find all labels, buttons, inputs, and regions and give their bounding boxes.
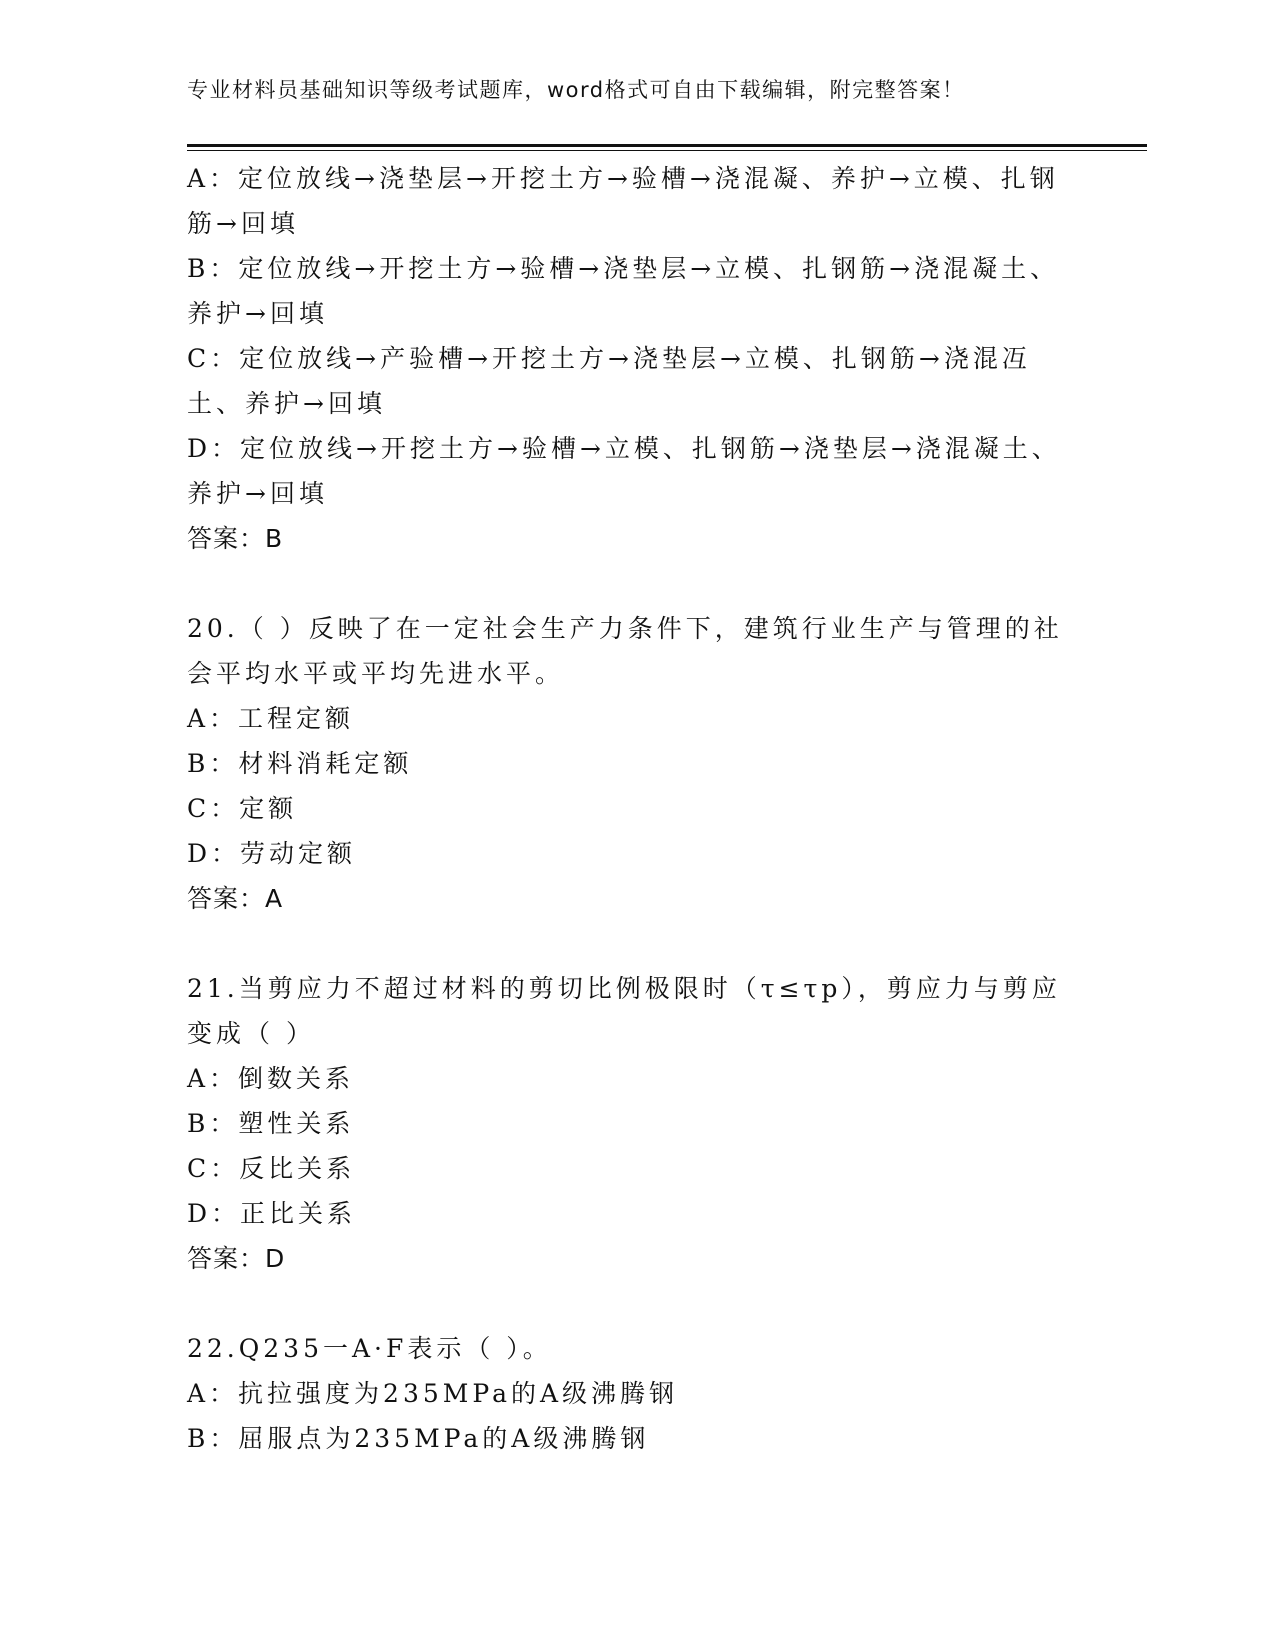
option-b: B：塑性关系 <box>187 1109 355 1138</box>
option-b: B：材料消耗定额 <box>187 749 413 778</box>
option-b: B：屈服点为235MPa的A级沸腾钢 <box>187 1424 650 1453</box>
spacer <box>187 921 1087 966</box>
option-d: D：正比关系 <box>187 1199 357 1228</box>
option-c: C：反比关系 <box>187 1154 356 1183</box>
answer: 答案：D <box>187 1244 286 1273</box>
option-b: B：定位放线→开挖土方→验槽→浇垫层→立模、扎钢筋→浇混凝土、养护→回填 <box>187 254 1060 328</box>
question-stem: 21.当剪应力不超过材料的剪切比例极限时（τ≤τp），剪应力与剪应变成（ ） <box>187 974 1061 1048</box>
answer: 答案：B <box>187 524 284 553</box>
question-list <box>187 156 1087 1461</box>
header-rule-thick <box>187 144 1147 147</box>
answer: 答案：A <box>187 884 284 913</box>
question-22 <box>187 1326 1087 1461</box>
page-header: 专业材料员基础知识等级考试题库，word格式可自由下载编辑，附完整答案！ <box>187 78 965 102</box>
question-19 <box>187 156 1087 561</box>
option-d: D：定位放线→开挖土方→验槽→立模、扎钢筋→浇垫层→浇混凝土、养护→回填 <box>187 434 1061 508</box>
question-stem: 20.（ ）反映了在一定社会生产力条件下，建筑行业生产与管理的社会平均水平或平均先进水平。 <box>187 614 1063 688</box>
header-rule-thin <box>187 150 1147 151</box>
option-a: A：工程定额 <box>187 704 355 733</box>
option-c: C：定位放线→产验槽→开挖土方→浇垫层→立模、扎钢筋→浇混冱土、养护→回填 <box>187 344 1031 418</box>
option-c: C：定额 <box>187 794 298 823</box>
option-a: A：定位放线→浇垫层→开挖土方→验槽→浇混凝、养护→立模、扎钢筋→回填 <box>187 164 1059 238</box>
option-a: A：抗拉强度为235MPa的A级沸腾钢 <box>187 1379 679 1408</box>
option-a: A：倒数关系 <box>187 1064 355 1093</box>
option-d: D：劳动定额 <box>187 839 357 868</box>
question-20 <box>187 606 1087 921</box>
question-stem: 22.Q235一A·F表示（ ）。 <box>187 1334 552 1363</box>
spacer <box>187 561 1087 606</box>
question-21 <box>187 966 1087 1281</box>
spacer <box>187 1281 1087 1326</box>
